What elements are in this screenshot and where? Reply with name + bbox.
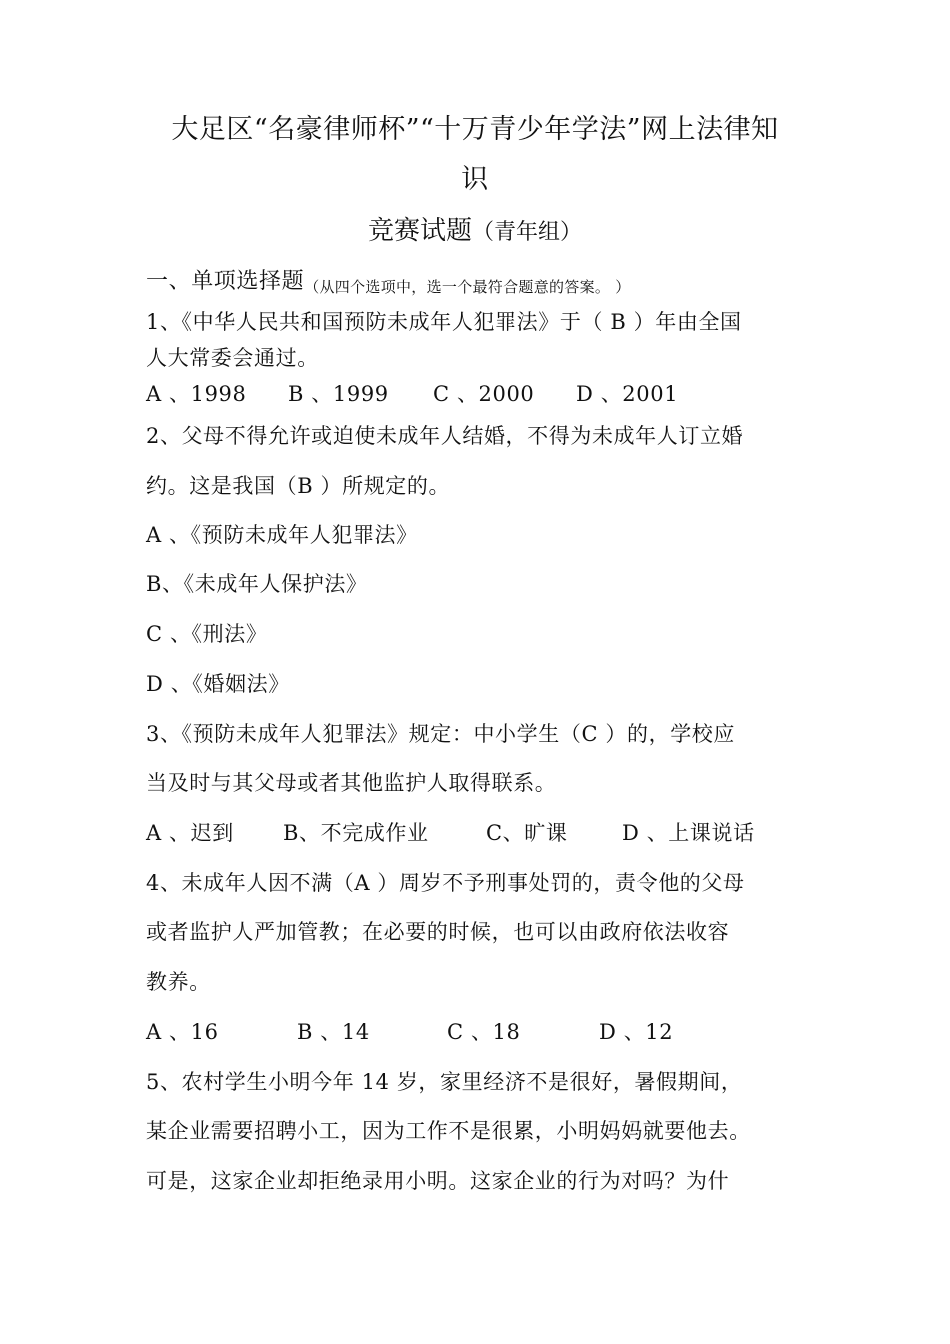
question-3-option-c: C、旷课 <box>486 821 568 845</box>
section-heading-note: （从四个选项中，选一个最符合题意的答案。 ） <box>304 278 631 296</box>
subtitle-group: （青年组） <box>472 220 583 245</box>
question-4-option-d: D 、12 <box>599 1020 674 1044</box>
question-2-option-c: C 、《刑法》 <box>146 622 268 646</box>
question-3-option-a: A 、迟到 <box>146 821 234 845</box>
question-2-line-2: 约。这是我国（B ）所规定的。 <box>146 474 451 498</box>
question-3-line-1: 3、《预防未成年人犯罪法》规定：中小学生（C ）的，学校应 <box>146 722 736 746</box>
section-heading-text: 一、单项选择题 <box>146 269 305 294</box>
question-1-option-b: B 、1999 <box>288 382 389 406</box>
question-4-option-a: A 、16 <box>146 1020 219 1044</box>
question-2-option-b: B、《未成年人保护法》 <box>146 572 368 596</box>
question-3-options <box>146 819 755 847</box>
question-4-option-b: B 、14 <box>297 1020 370 1044</box>
section-heading <box>146 268 631 297</box>
question-2-line-1: 2、父母不得允许或迫使未成年人结婚，不得为未成年人订立婚 <box>146 424 744 448</box>
subtitle-main: 竞赛试题 <box>367 216 472 246</box>
document-subtitle <box>0 214 950 250</box>
question-5-line-2: 某企业需要招聘小工，因为工作不是很累，小明妈妈就要他去。 <box>146 1119 751 1143</box>
question-4-line-3: 教养。 <box>146 970 211 994</box>
question-5-line-3: 可是，这家企业却拒绝录用小明。这家企业的行为对吗？为什 <box>146 1169 730 1193</box>
question-5-line-1: 5、农村学生小明今年 14 岁，家里经济不是很好，暑假期间， <box>146 1070 743 1094</box>
question-1-option-c: C 、2000 <box>433 382 535 406</box>
question-1-options <box>146 380 678 408</box>
question-4-line-2: 或者监护人严加管教；在必要的时候，也可以由政府依法收容 <box>146 920 730 944</box>
question-4-option-c: C 、18 <box>447 1020 521 1044</box>
question-1-option-a: A 、1998 <box>146 382 247 406</box>
question-1-line-1: 1、《中华人民共和国预防未成年人犯罪法》于（ B ）年由全国 <box>146 310 742 334</box>
question-3-line-2: 当及时与其父母或者其他监护人取得联系。 <box>146 771 557 795</box>
question-1-line-2: 人大常委会通过。 <box>146 346 319 370</box>
question-3-option-b: B、不完成作业 <box>283 821 429 845</box>
question-2-option-a: A 、《预防未成年人犯罪法》 <box>146 523 418 547</box>
question-3-option-d: D 、上课说话 <box>622 821 755 845</box>
question-1-option-d: D 、2001 <box>576 382 679 406</box>
question-4-line-1: 4、未成年人因不满（A ）周岁不予刑事处罚的，责令他的父母 <box>146 871 745 895</box>
question-4-options <box>146 1018 673 1046</box>
question-2-option-d: D 、《婚姻法》 <box>146 672 290 696</box>
document-title-line-2: 识 <box>461 164 489 195</box>
document-title-line-1: 大足区“名豪律师杯”“十万青少年学法”网上法律知 <box>171 114 779 145</box>
